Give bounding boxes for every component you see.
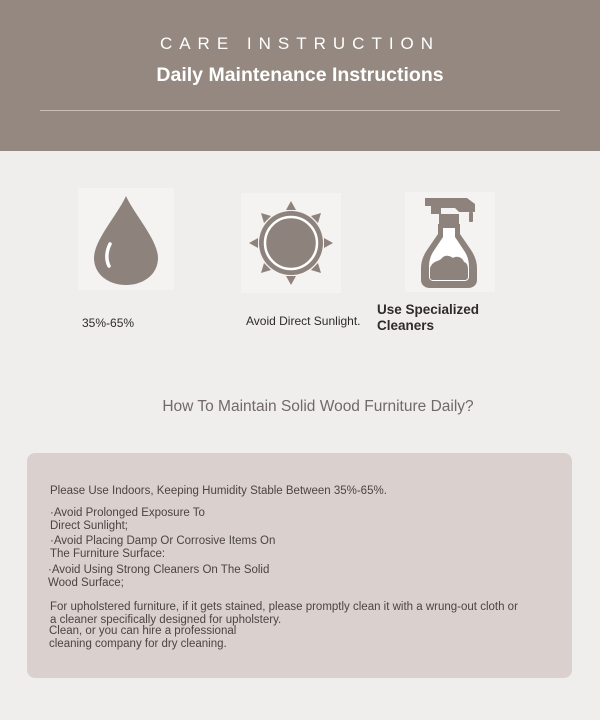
header-divider <box>40 110 560 111</box>
tip-damp-line-1: ·Avoid Placing Damp Or Corrosive Items On <box>50 535 276 547</box>
cleaners-label <box>377 302 479 334</box>
header-eyebrow: CARE INSTRUCTION <box>159 34 441 53</box>
tip-sunlight-line-2: Direct Sunlight; <box>50 520 128 532</box>
humidity-range-label: 35%-65% <box>82 316 135 330</box>
tip-damp-line-2: The Furniture Surface: <box>50 548 166 560</box>
sunlight-label: Avoid Direct Sunlight. <box>246 314 361 328</box>
tip-humidity: Please Use Indoors, Keeping Humidity Stable Between 35%-65%. <box>50 485 387 497</box>
tip-cleaners-line-1: ·Avoid Using Strong Cleaners On The Solid <box>48 564 270 576</box>
water-drop-icon <box>78 188 174 290</box>
care-tips-card <box>27 453 572 678</box>
cleaners-label-line-2: Cleaners <box>377 318 435 333</box>
tip-dry-clean-line-1: Clean, or you can hire a professional <box>49 625 237 637</box>
tip-sunlight-line-1: ·Avoid Prolonged Exposure To <box>50 507 205 519</box>
section-question: How To Maintain Solid Wood Furniture Daily? <box>162 398 474 415</box>
tip-upholstery-line-2: a cleaner specifically designed for upholstery. <box>50 614 282 626</box>
sun-icon <box>241 193 341 293</box>
page-title: Daily Maintenance Instructions <box>156 64 444 86</box>
cleaners-label-line-1: Use Specialized <box>377 302 480 317</box>
tip-dry-clean-line-2: cleaning company for dry cleaning. <box>49 638 227 650</box>
tip-cleaners-line-2: Wood Surface; <box>48 577 124 589</box>
header-banner <box>0 0 600 151</box>
spray-bottle-icon <box>405 192 495 292</box>
tip-upholstery-line-1: For upholstered furniture, if it gets stained, please promptly clean it with a wrung-out cloth or <box>50 601 518 613</box>
